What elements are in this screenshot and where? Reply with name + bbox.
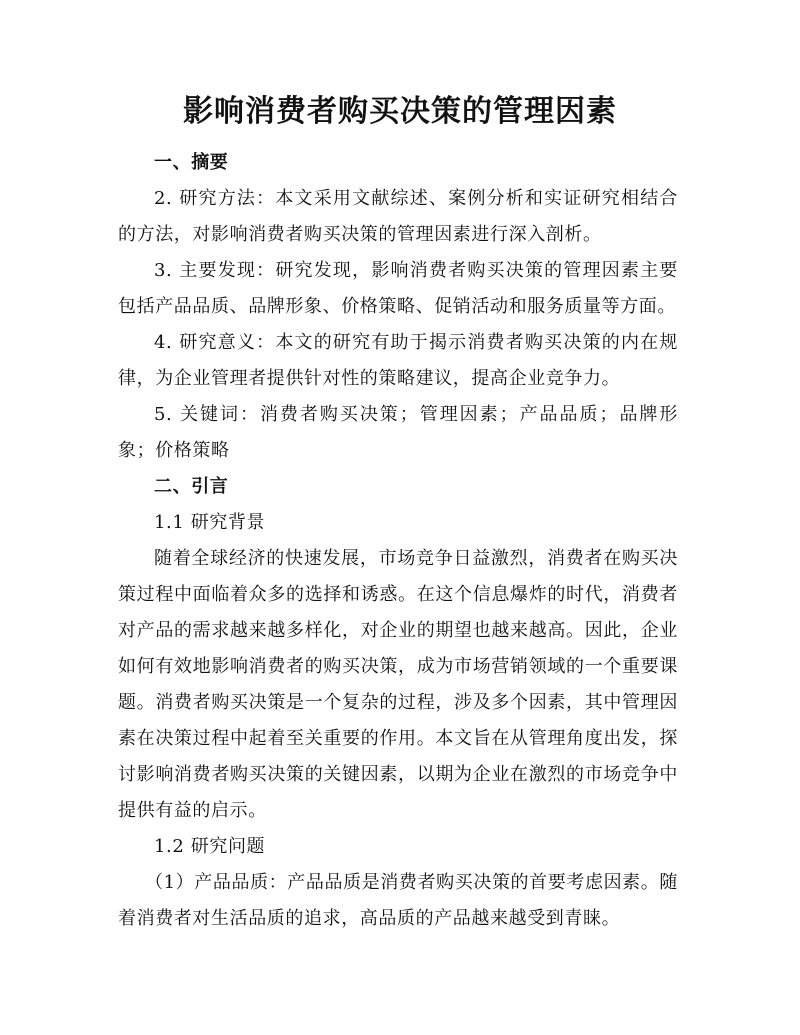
subsection-heading-questions: 1.2 研究问题	[154, 836, 266, 857]
paragraph-product-quality: （1）产品品质：产品品质是消费者购买决策的首要考虑因素。随着消费者对生活品质的追求，高品质的产品越来越受到青睐。	[118, 872, 678, 929]
subsection-heading-background: 1.1 研究背景	[154, 512, 266, 533]
section-heading-introduction: 二、引言	[154, 476, 229, 497]
document-title: 影响消费者购买决策的管理因素	[183, 94, 617, 129]
paragraph-research-method: 2. 研究方法：本文采用文献综述、案例分析和实证研究相结合的方法，对影响消费者购买决策的管理因素进行深入剖析。	[118, 188, 678, 245]
section-heading-abstract: 一、摘要	[154, 152, 229, 173]
paragraph-main-findings: 3. 主要发现：研究发现，影响消费者购买决策的管理因素主要包括产品品质、品牌形象、价格策略、促销活动和服务质量等方面。	[118, 260, 678, 317]
document-body	[118, 145, 678, 937]
paragraph-background: 随着全球经济的快速发展，市场竞争日益激烈，消费者在购买决策过程中面临着众多的选择和诱惑。在这个信息爆炸的时代，消费者对产品的需求越来越多样化，对企业的期望也越来越高。因此，企业如何有效地影响消费者的购买决策，成为市场营销领域的一个重要课题。消费者购买决策是一个复杂的过程，涉及多个因素，其中管理因素在决策过程中起着至关重要的作用。本文旨在从管理角度出发，探讨影响消费者购买决策的关键因素，以期为企业在激烈的市场竞争中提供有益的启示。	[118, 548, 678, 821]
paragraph-research-significance: 4. 研究意义：本文的研究有助于揭示消费者购买决策的内在规律，为企业管理者提供针对性的策略建议，提高企业竞争力。	[118, 332, 678, 389]
paragraph-keywords: 5. 关键词：消费者购买决策；管理因素；产品品质；品牌形象；价格策略	[118, 404, 678, 461]
